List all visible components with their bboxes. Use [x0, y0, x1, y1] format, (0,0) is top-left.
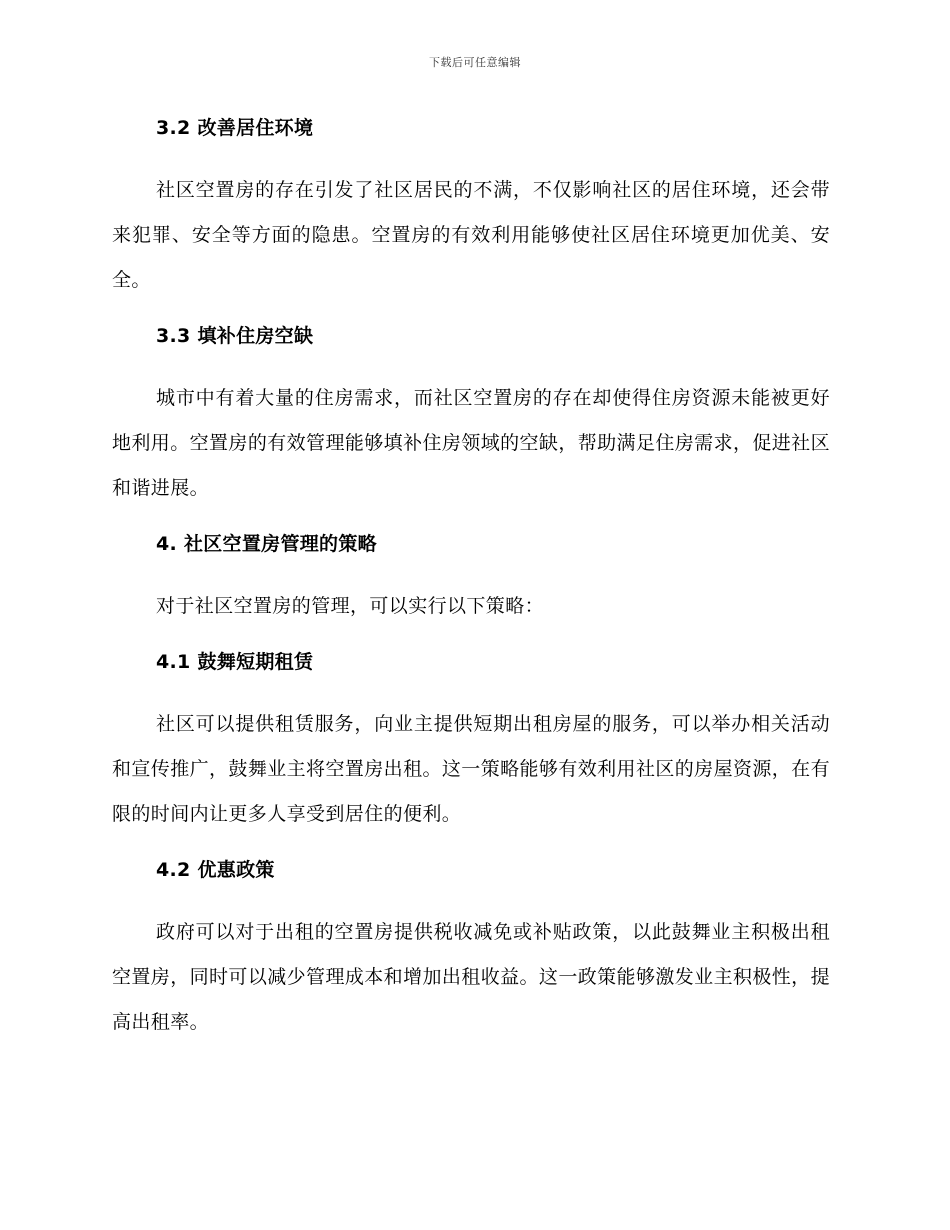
document-body [112, 112, 830, 1045]
section-heading: 4.1 鼓舞短期租赁 [156, 651, 314, 673]
section-paragraph: 社区空置房的存在引发了社区居民的不满，不仅影响社区的居住环境，还会带来犯罪、安全等方面的隐患。空置房的有效利用能够使社区居住环境更加优美、安全。 [112, 179, 830, 291]
section-heading: 4.2 优惠政策 [156, 859, 275, 881]
page-header-note: 下载后可任意编辑 [429, 56, 521, 69]
section-heading: 4. 社区空置房管理的策略 [156, 533, 377, 555]
section-paragraph: 政府可以对于出租的空置房提供税收减免或补贴政策，以此鼓舞业主积极出租空置房，同时可以减少管理成本和增加出租收益。这一政策能够激发业主积极性，提高出租率。 [112, 921, 830, 1033]
section-paragraph: 社区可以提供租赁服务，向业主提供短期出租房屋的服务，可以举办相关活动和宣传推广，鼓舞业主将空置房出租。这一策略能够有效利用社区的房屋资源，在有限的时间内让更多人享受到居住的便利。 [112, 713, 830, 825]
section-paragraph: 对于社区空置房的管理，可以实行以下策略： [156, 595, 545, 617]
section-heading: 3.3 填补住房空缺 [156, 325, 314, 347]
section-heading: 3.2 改善居住环境 [156, 117, 314, 139]
section-paragraph: 城市中有着大量的住房需求，而社区空置房的存在却使得住房资源未能被更好地利用。空置房的有效管理能够填补住房领域的空缺，帮助满足住房需求，促进社区和谐进展。 [112, 387, 830, 499]
